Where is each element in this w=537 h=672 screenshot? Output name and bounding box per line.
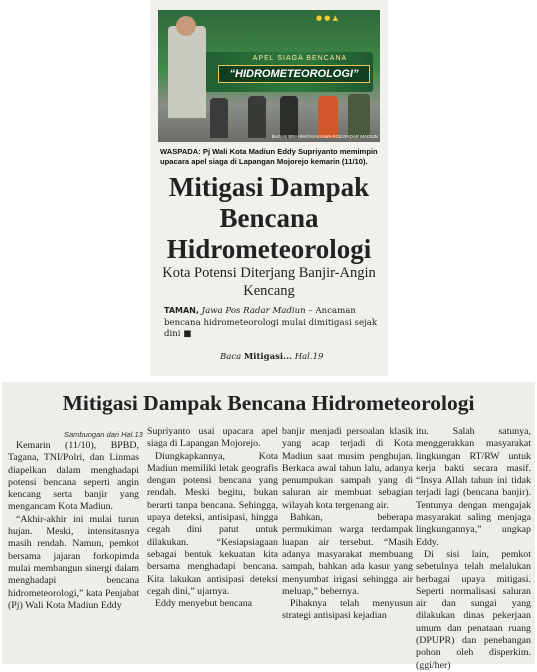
read-more-page: Hal.19 [294, 352, 324, 362]
lead-paragraph [164, 305, 378, 341]
read-more-title: Mitigasi... [243, 352, 292, 362]
article-column-1 [8, 440, 139, 612]
article-column-2 [147, 426, 278, 610]
paragraph: Pihaknya telah menyusun strategi antisipasi kejadian [282, 598, 413, 622]
banner-title: “HIDROMETEOROLOGI” [218, 65, 370, 83]
participant-figure [348, 94, 370, 138]
headline: Mitigasi Dampak Bencana Hidrometeorologi [166, 172, 372, 264]
continued-from-label: Sambungan dari Hal.13 [64, 430, 143, 439]
paragraph: Di sisi lain, pemkot sebetulnya telah melalukan berbagai upaya mitigasi. Seperti normalisasi saluran air dan sungai yang dilakukan dinas pekerjaan umum dan penataan ruang (DPUPR) dan penebangan pohon oleh disperkim. (ggi/her) [416, 548, 531, 671]
photo-caption: WASPADA: Pj Wali Kota Madiun Eddy Supriyanto memimpin upacara apel siaga di Lapangan Mojorejo kemarin (11/10). [160, 147, 378, 166]
dateline-source: Jawa Pos Radar Madiun [201, 306, 306, 316]
paragraph: Eddy menyebut bencana [155, 598, 253, 610]
paragraph: Bahkan, beberapa permukiman warga terdampak luapan air tersebut. “Masih adanya masyarakat membuang sampah, bahkan ada kasur yang menyumbat irigasi sehingga air meluap,” bebernya. [282, 512, 413, 597]
continuation-clipping [2, 382, 535, 671]
official-head [176, 16, 196, 36]
read-more-link[interactable] [220, 352, 380, 362]
article-column-3 [282, 426, 413, 623]
paragraph: Supriyanto usai upacara apel siaga di Lapangan Mojorejo. [147, 426, 278, 450]
paragraph: banjir menjadi persoalan klasik yang acap terjadi di Kota Madiun saat musim penghujan. Berkaca awal tahun lalu, adanya penumpukan sampah yang di saluran air membuat sebagian wilayah kota tergenang air. [282, 426, 413, 511]
official-figure [168, 26, 206, 118]
news-photo [158, 10, 380, 142]
participant-figure [280, 96, 298, 138]
event-banner [188, 52, 373, 92]
paragraph: itu. Salah satunya, menggerakkan masyarakat lingkungan RT/RW untuk kerja bakti secara masif. “Insya Allah tahun ini tidak terjadi lagi (bencana banjir). Tentunya dengan mengajak masyarakat saling menjaga lingkungannya,” ungkap Eddy. [416, 426, 531, 548]
participant-figure [248, 96, 266, 138]
paragraph: Diungkapkannya, Kota Madiun memiliki letak geografis dengan potensi bencana yang rendah. Meski begitu, bukan berarti tanpa bencana. Sehingga, upaya deteksi, antisipasi, hingga cegah dini patut untuk dilakukan. “Kesiapsiagaan sebagai bentuk kekuatan kita bersama menghadapi bencana. Kita lakukan antisipasi deteksi cegah dini,” ujarnya. [147, 450, 278, 597]
photo-credit: BAGAS BRAHMATAYA/JAWA POS RADAR MADIUN [271, 134, 378, 139]
banner-subtitle: APEL SIAGA BENCANA [252, 55, 348, 62]
dateline-place: TAMAN, [164, 306, 199, 315]
paragraph: Kemarin (11/10), BPBD, Tagana, TNI/Polri, dan Linmas diapelkan dalam menghadapi potensi bencana seperti angin kencang serta banjir yang mengancam Kota Madiun. [8, 440, 139, 513]
article-column-4 [416, 426, 531, 672]
subheadline: Kota Potensi Diterjang Banjir-Angin Kencang [162, 265, 376, 299]
emblem-icons: ● ● ▲ [315, 14, 338, 22]
participant-figure [318, 96, 338, 138]
read-more-prefix: Baca [220, 352, 242, 362]
paragraph: “Akhir-akhir ini mulai turun hujan. Meski, intensitasnya masih rendah. Namun, pemkot bersama jajaran forkopimda mulai membangun sinergi dalam menghadapi bencana hidrometeorologi,” kata Penjabat (Pj) Wali Kota Madiun Eddy [8, 513, 139, 611]
lead-text: – Ancaman bencana hidrometeorologi mulai dimitigasi sejak dini ■ [164, 306, 378, 339]
front-page-clipping [150, 0, 388, 376]
continuation-title: Mitigasi Dampak Bencana Hidrometeorologi [62, 391, 475, 415]
participant-figure [210, 98, 228, 138]
